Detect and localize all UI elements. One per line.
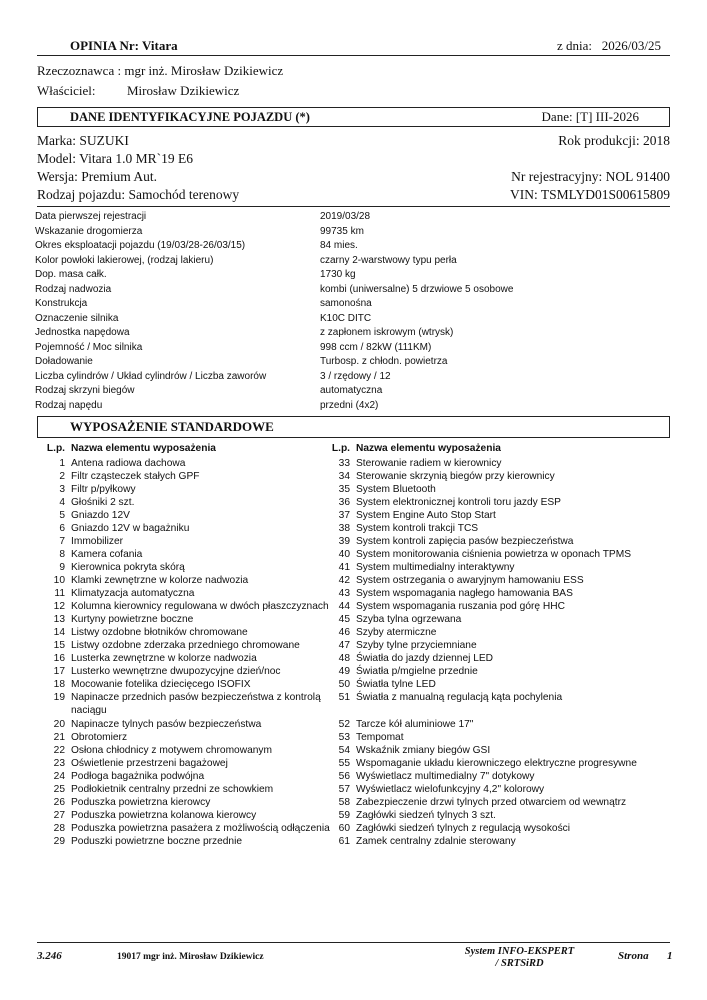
equipment-item-name: Zagłówki siedzeń tylnych z regulacją wysokości <box>356 823 571 834</box>
equipment-item <box>320 496 640 509</box>
equipment-item <box>35 652 355 665</box>
footer-system-line2: / SRTSiRD <box>495 958 544 969</box>
ident-row-marka <box>37 133 670 149</box>
equipment-item <box>320 770 640 783</box>
equipment-item <box>320 796 640 809</box>
spec-key: Konstrukcja <box>35 298 88 309</box>
equipment-item-number: 47 <box>338 640 350 651</box>
equipment-item-number: 29 <box>53 836 65 847</box>
equipment-item-number: 14 <box>53 627 65 638</box>
spec-value: 2019/03/28 <box>320 211 371 222</box>
equipment-item-number: 7 <box>59 536 65 547</box>
report-date <box>557 38 661 54</box>
equipment-item-name: Klimatyzacja automatyczna <box>71 588 195 599</box>
equipment-item-number: 49 <box>338 666 350 677</box>
equipment-item-name: System wspomagania ruszania pod górę HHC <box>356 601 565 612</box>
equipment-item <box>35 548 355 561</box>
spec-row <box>35 356 675 371</box>
equipment-item-number: 40 <box>338 549 350 560</box>
equipment-item-number: 26 <box>53 797 65 808</box>
equipment-item-name: Tarcze kół aluminiowe 17" <box>356 719 474 730</box>
equipment-item-number: 42 <box>338 575 350 586</box>
footer-divider <box>37 942 670 943</box>
equipment-item <box>35 613 355 626</box>
col-lp: L.p. <box>331 443 350 454</box>
equipment-item-number: 60 <box>338 823 350 834</box>
equipment-item-number: 10 <box>53 575 65 586</box>
spec-key: Okres eksploatacji pojazdu (19/03/28-26/03/15) <box>35 240 246 251</box>
equipment-item-number: 28 <box>53 823 65 834</box>
equipment-item-number: 15 <box>53 640 65 651</box>
equipment-item-number: 35 <box>338 484 350 495</box>
spec-value: przedni (4x2) <box>320 399 379 411</box>
spec-value: z zapłonem iskrowym (wtrysk) <box>320 327 454 338</box>
equipment-item-name: Osłona chłodnicy z motywem chromowanym <box>71 745 272 756</box>
equipment-item-number: 51 <box>338 692 350 703</box>
equipment-item-name: Listwy ozdobne błotników chromowane <box>71 627 248 638</box>
equipment-item-number: 39 <box>338 536 350 547</box>
nr-rejestracyjny: Nr rejestracyjny: NOL 91400 <box>511 169 670 184</box>
col-lp: L.p. <box>46 443 65 454</box>
equipment-item-number: 37 <box>338 510 350 521</box>
equipment-item <box>35 678 355 691</box>
equipment-item-number: 57 <box>338 784 350 795</box>
equipment-item-number: 1 <box>59 458 65 469</box>
equipment-item <box>320 757 640 770</box>
equipment-item-number: 27 <box>53 810 65 821</box>
wersja: Wersja: Premium Aut. <box>37 169 158 184</box>
equipment-item-number: 16 <box>53 653 65 664</box>
spec-row <box>35 313 675 328</box>
date-label: z dnia: <box>557 38 593 53</box>
spec-row <box>35 226 675 241</box>
equipment-item-name: Sterowanie radiem w kierownicy <box>356 458 502 469</box>
rodzaj-pojazdu: Rodzaj pojazdu: Samochód terenowy <box>37 187 240 202</box>
equipment-item-number: 46 <box>338 627 350 638</box>
equipment-item-name: Światła do jazdy dziennej LED <box>356 653 494 664</box>
equipment-item-name: System kontroli trakcji TCS <box>356 523 479 534</box>
equipment-item <box>320 457 640 470</box>
equipment-item-name: Klamki zewnętrzne w kolorze nadwozia <box>71 575 249 586</box>
equipment-item <box>35 522 355 535</box>
spec-row <box>35 371 675 386</box>
equipment-item-name: Napinacze tylnych pasów bezpieczeństwa <box>71 719 262 730</box>
equipment-right-header <box>320 443 640 457</box>
equipment-item-name: Wyświetlacz multimedialny 7" dotykowy <box>356 771 535 782</box>
equipment-item-number: 58 <box>338 797 350 808</box>
equipment-item-number: 55 <box>338 758 350 769</box>
equipment-item <box>320 613 640 626</box>
ident-row-model <box>37 151 670 167</box>
equipment-left-column <box>35 443 355 848</box>
equipment-item-name: Światła tylne LED <box>356 679 436 690</box>
footer-page-number: 1 <box>667 950 673 962</box>
equipment-item-name: System monitorowania ciśnienia powietrza w oponach TPMS <box>356 549 632 560</box>
equipment-item-number: 6 <box>59 523 65 534</box>
equipment-item-name: Głośniki 2 szt. <box>71 497 135 508</box>
equipment-item-number: 54 <box>338 745 350 756</box>
ident-row-wersja <box>37 169 670 185</box>
ident-divider <box>37 206 670 207</box>
equipment-item-name: System elektronicznej kontroli toru jazdy ESP <box>356 497 561 508</box>
owner-label: Właściciel: <box>37 83 96 98</box>
equipment-item-number: 52 <box>338 719 350 730</box>
footer-page-label: Strona <box>618 950 649 962</box>
equipment-item <box>35 665 355 678</box>
equipment-item-name: Gniazdo 12V w bagażniku <box>71 523 190 534</box>
equipment-item <box>35 822 355 835</box>
footer-version: 3.246 <box>37 950 62 962</box>
equipment-item <box>35 783 355 796</box>
spec-row <box>35 284 675 299</box>
ident-section-header <box>37 107 670 127</box>
equipment-item-name: Filtr p/pyłkowy <box>71 484 136 495</box>
expert-label: Rzeczoznawca : <box>37 63 122 78</box>
equipment-item-number: 11 <box>54 588 65 599</box>
equipment-item-name: System Engine Auto Stop Start <box>356 510 496 521</box>
spec-table <box>35 211 675 414</box>
equipment-item-name: Szyba tylna ogrzewana <box>356 614 462 625</box>
spec-value: czarny 2-warstwowy typu perła <box>320 254 457 266</box>
equipment-item-name: Zagłówki siedzeń tylnych 3 szt. <box>356 810 496 821</box>
equipment-item <box>320 483 640 496</box>
spec-row <box>35 327 675 342</box>
equipment-item-name: Kolumna kierownicy regulowana w dwóch płaszczyznach <box>71 601 329 612</box>
equipment-item-number: 5 <box>59 510 65 521</box>
col-name: Nazwa elementu wyposażenia <box>71 443 216 454</box>
equipment-item <box>35 835 355 848</box>
equipment-item-name: Poduszka powietrzna pasażera z możliwością odłączenia <box>71 823 330 834</box>
equipment-item-name: System wspomagania nagłego hamowania BAS <box>356 588 573 599</box>
equipment-item-number: 24 <box>53 771 65 782</box>
equipment-item <box>320 561 640 574</box>
ident-data-label: Dane: [T] III-2026 <box>541 109 639 124</box>
footer-system <box>462 946 577 970</box>
model: Model: Vitara 1.0 MR`19 E6 <box>37 151 194 166</box>
equipment-item-name: Światła p/mgielne przednie <box>356 666 478 677</box>
date-value: 2026/03/25 <box>601 38 661 53</box>
equipment-item-number: 2 <box>59 471 65 482</box>
col-name: Nazwa elementu wyposażenia <box>356 443 501 454</box>
footer-system-line1: System INFO-EKSPERT <box>464 946 575 957</box>
equipment-item-number: 17 <box>53 666 65 677</box>
equipment-item <box>35 731 355 744</box>
equipment-item-number: 53 <box>338 732 350 743</box>
equipment-item-number: 38 <box>338 523 350 534</box>
equipment-item <box>35 809 355 822</box>
equipment-item-number: 21 <box>53 732 65 743</box>
spec-row <box>35 240 675 255</box>
spec-value: automatyczna <box>320 385 383 396</box>
spec-row <box>35 400 675 415</box>
equipment-item <box>35 691 355 718</box>
spec-row <box>35 298 675 313</box>
spec-key: Data pierwszej rejestracji <box>35 211 147 222</box>
ident-row-rodzaj <box>37 187 670 203</box>
equipment-item-number: 3 <box>59 484 65 495</box>
equipment-item <box>35 770 355 783</box>
spec-row <box>35 211 675 226</box>
equipment-item-number: 33 <box>338 458 350 469</box>
equipment-item <box>35 561 355 574</box>
equipment-item-name: Sterowanie skrzynią biegów przy kierownicy <box>356 471 555 482</box>
expert-name: mgr inż. Mirosław Dzikiewicz <box>124 63 284 78</box>
equipment-item <box>320 600 640 613</box>
equipment-item-number: 22 <box>53 745 65 756</box>
equipment-item <box>35 457 355 470</box>
spec-value: 99735 km <box>320 225 364 237</box>
equipment-item-name: Mocowanie fotelika dziecięcego ISOFIX <box>71 679 251 690</box>
spec-value: Turbosp. z chłodn. powietrza <box>320 356 448 367</box>
equipment-item-name: Lusterka zewnętrzne w kolorze nadwozia <box>71 653 257 664</box>
equipment-item-name: Listwy ozdobne zderzaka przedniego chromowane <box>71 640 300 651</box>
equipment-item-name: Poduszki powietrzne boczne przednie <box>71 836 243 847</box>
spec-key: Rodzaj nadwozia <box>35 283 112 295</box>
spec-value: samonośna <box>320 298 372 309</box>
equipment-item <box>320 718 640 731</box>
equipment-item <box>35 535 355 548</box>
equipment-right-column <box>320 443 640 848</box>
spec-key: Jednostka napędowa <box>35 327 130 338</box>
equipment-item <box>35 483 355 496</box>
equipment-item-number: 4 <box>59 497 65 508</box>
equipment-item <box>320 678 640 691</box>
equipment-item-number: 59 <box>338 810 350 821</box>
spec-row <box>35 255 675 270</box>
report-title: OPINIA Nr: Vitara <box>70 38 178 53</box>
equipment-item <box>35 496 355 509</box>
equipment-item-name: System kontroli zapięcia pasów bezpieczeństwa <box>356 536 574 547</box>
equipment-item <box>320 535 640 548</box>
equipment-item <box>320 574 640 587</box>
equipment-item <box>320 744 640 757</box>
equipment-item-name: Oświetlenie przestrzeni bagażowej <box>71 758 228 769</box>
spec-key: Oznaczenie silnika <box>35 312 119 324</box>
equipment-item <box>35 718 355 731</box>
spec-value: K10C DITC <box>320 312 372 324</box>
equipment-item <box>320 470 640 483</box>
header-divider <box>37 55 670 56</box>
equipment-item <box>35 626 355 639</box>
equipment-item <box>320 691 640 718</box>
equipment-item <box>320 626 640 639</box>
equipment-item <box>320 822 640 835</box>
equipment-item <box>35 600 355 613</box>
equipment-item-name: Immobilizer <box>71 536 124 547</box>
spec-key: Liczba cylindrów / Układ cylindrów / Liczba zaworów <box>35 370 267 382</box>
spec-value: 84 mies. <box>320 240 358 251</box>
owner-name: Mirosław Dzikiewicz <box>127 83 240 98</box>
equipment-item-number: 50 <box>338 679 350 690</box>
equipment-item-name: Gniazdo 12V <box>71 510 130 521</box>
equipment-item <box>320 587 640 600</box>
spec-key: Pojemność / Moc silnika <box>35 341 143 353</box>
spec-value: 3 / rzędowy / 12 <box>320 370 391 382</box>
equipment-item-number: 34 <box>338 471 350 482</box>
equipment-item <box>320 783 640 796</box>
equipment-item-number: 25 <box>53 784 65 795</box>
equipment-item-name: Zabezpieczenie drzwi tylnych przed otwarciem od wewnątrz <box>356 797 627 808</box>
equipment-item <box>320 548 640 561</box>
spec-key: Doładowanie <box>35 356 93 367</box>
equipment-item-number: 9 <box>59 562 65 573</box>
equipment-item-name: Zamek centralny zdalnie sterowany <box>356 836 516 847</box>
equipment-item-name: Wyświetlacz wielofunkcyjny 4,2" kolorowy <box>356 784 545 795</box>
equipment-item <box>35 744 355 757</box>
equipment-item <box>320 639 640 652</box>
spec-value: 998 ccm / 82kW (111KM) <box>320 341 432 353</box>
equipment-item-number: 48 <box>338 653 350 664</box>
equipment-item <box>35 574 355 587</box>
equipment-item-name: Poduszka powietrzna kierowcy <box>71 797 211 808</box>
equipment-item-number: 18 <box>53 679 65 690</box>
equipment-item-name: Napinacze przednich pasów bezpieczeństwa z kontrolą naciągu <box>71 692 321 717</box>
spec-key: Rodzaj napędu <box>35 399 103 411</box>
equipment-item <box>320 731 640 744</box>
equipment-item-name: Filtr cząsteczek stałych GPF <box>71 471 200 482</box>
equipment-item-name: Wspomaganie układu kierowniczego elektryczne progresywne <box>356 758 637 769</box>
spec-row <box>35 385 675 400</box>
equipment-item-name: Tempomat <box>356 732 404 743</box>
equipment-item-number: 56 <box>338 771 350 782</box>
spec-key: Kolor powłoki lakierowej, (rodzaj lakieru) <box>35 254 214 266</box>
spec-key: Dop. masa całk. <box>35 269 107 280</box>
expert-line <box>37 63 283 79</box>
vin: VIN: TSMLYD01S00615809 <box>509 187 670 202</box>
equipment-item <box>35 796 355 809</box>
equipment-item-number: 41 <box>338 562 350 573</box>
equipment-item-name: Podłokietnik centralny przedni ze schowkiem <box>71 784 274 795</box>
spec-row <box>35 342 675 357</box>
equipment-item <box>35 639 355 652</box>
equipment-section-header <box>37 416 670 438</box>
equipment-item-name: Szyby atermiczne <box>356 627 437 638</box>
equipment-item-number: 12 <box>53 601 65 612</box>
equipment-item <box>320 652 640 665</box>
equipment-item-name: Poduszka powietrzna kolanowa kierowcy <box>71 810 257 821</box>
rok-produkcji: Rok produkcji: 2018 <box>558 133 670 148</box>
equipment-item-name: System Bluetooth <box>356 484 436 495</box>
spec-value: 1730 kg <box>320 269 356 280</box>
equipment-item-number: 43 <box>338 588 350 599</box>
ident-section-title: DANE IDENTYFIKACYJNE POJAZDU (*) <box>70 109 310 124</box>
equipment-item-number: 61 <box>338 836 350 847</box>
equipment-item-name: Antena radiowa dachowa <box>71 458 186 469</box>
equipment-item <box>35 587 355 600</box>
spec-value: kombi (uniwersalne) 5 drzwiowe 5 osobowe <box>320 283 514 295</box>
equipment-item-name: Kierownica pokryta skórą <box>71 562 185 573</box>
equipment-left-header <box>35 443 355 457</box>
equipment-item <box>320 522 640 535</box>
equipment-item <box>35 509 355 522</box>
equipment-item-number: 36 <box>338 497 350 508</box>
spec-row <box>35 269 675 284</box>
equipment-item-name: Szyby tylne przyciemniane <box>356 640 477 651</box>
equipment-title: WYPOSAŻENIE STANDARDOWE <box>70 419 274 434</box>
equipment-item-name: Wskaźnik zmiany biegów GSI <box>356 745 491 756</box>
equipment-item <box>320 835 640 848</box>
equipment-item <box>320 809 640 822</box>
equipment-item-number: 19 <box>53 692 65 703</box>
footer-author: 19017 mgr inż. Mirosław Dzikiewicz <box>117 952 264 962</box>
equipment-item-number: 8 <box>59 549 65 560</box>
equipment-item-name: System ostrzegania o awaryjnym hamowaniu ESS <box>356 575 584 586</box>
equipment-item-number: 45 <box>338 614 350 625</box>
equipment-item <box>320 509 640 522</box>
equipment-item-name: System multimedialny interaktywny <box>356 562 515 573</box>
spec-key: Rodzaj skrzyni biegów <box>35 385 135 396</box>
equipment-item-name: Kurtyny powietrzne boczne <box>71 614 194 625</box>
equipment-item-name: Obrotomierz <box>71 732 128 743</box>
equipment-item-name: Podłoga bagażnika podwójna <box>71 771 205 782</box>
marka: Marka: SUZUKI <box>37 133 129 148</box>
spec-key: Wskazanie drogomierza <box>35 225 143 237</box>
equipment-item <box>35 757 355 770</box>
equipment-item-number: 13 <box>53 614 65 625</box>
equipment-item <box>320 665 640 678</box>
equipment-item-name: Lusterko wewnętrzne dwupozycyjne dzień/noc <box>71 666 281 677</box>
equipment-item-number: 23 <box>53 758 65 769</box>
equipment-item <box>35 470 355 483</box>
equipment-item-number: 20 <box>53 719 65 730</box>
equipment-item-name: Światła z manualną regulacją kąta pochylenia <box>356 692 563 703</box>
equipment-item-name: Kamera cofania <box>71 549 143 560</box>
equipment-item-number: 44 <box>338 601 350 612</box>
